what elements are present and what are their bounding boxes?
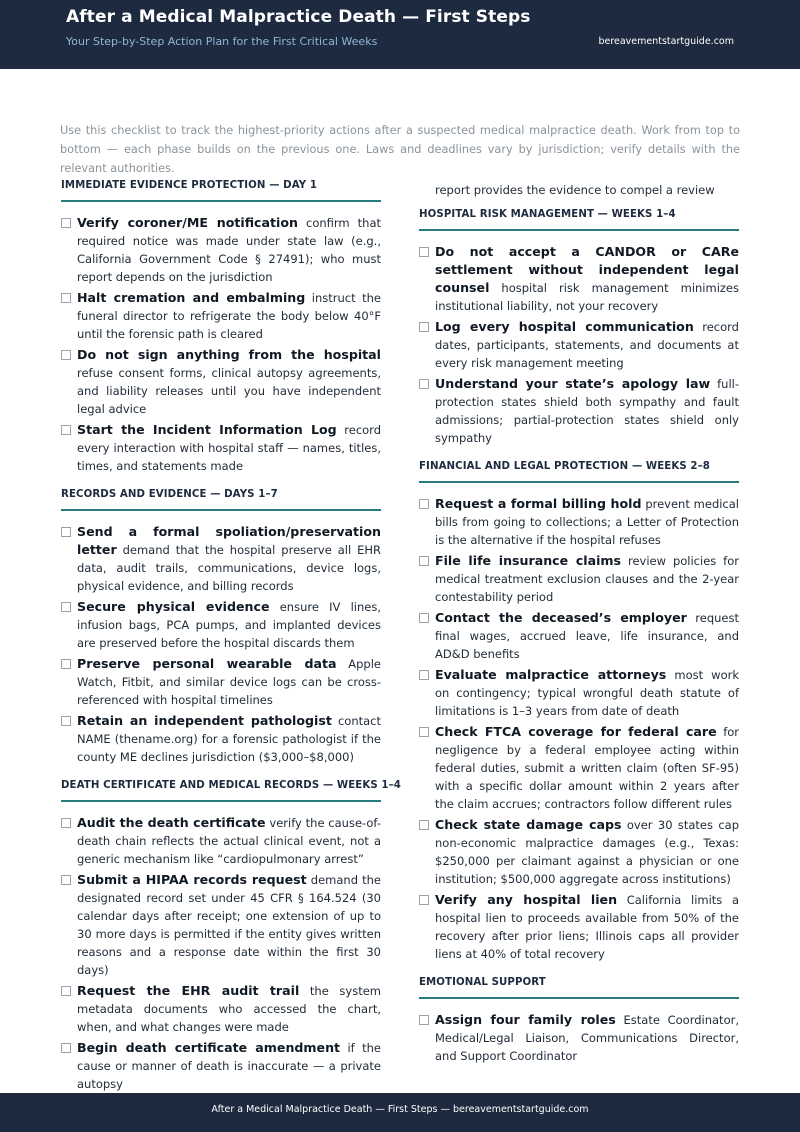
checklist-item bbox=[61, 814, 381, 868]
checkbox[interactable] bbox=[419, 379, 429, 389]
checkbox[interactable] bbox=[61, 818, 71, 828]
checkbox[interactable] bbox=[419, 322, 429, 332]
checklist-item bbox=[419, 609, 739, 663]
checklist-item bbox=[419, 891, 739, 963]
right-column bbox=[419, 180, 739, 1068]
checklist-item bbox=[61, 655, 381, 709]
page-footer: After a Medical Malpractice Death — First Steps — bereavementstartguide.com bbox=[0, 1093, 800, 1132]
item-title: Contact the deceased’s employer bbox=[435, 610, 687, 625]
item-title: Request the EHR audit trail bbox=[77, 983, 300, 998]
item-description: ensure IV lines, infusion bags, PCA pumps, and implanted devices are preserved before the hospital discards them bbox=[77, 600, 381, 650]
item-title: Verify any hospital lien bbox=[435, 892, 618, 907]
item-description: refuse consent forms, clinical autopsy agreements, and liability releases until you have independent legal advice bbox=[77, 366, 381, 416]
item-title: Submit a HIPAA records request bbox=[77, 872, 307, 887]
checklist-item bbox=[61, 598, 381, 652]
checkbox[interactable] bbox=[61, 350, 71, 360]
site-url: bereavementstartguide.com bbox=[598, 36, 734, 47]
checkbox[interactable] bbox=[61, 527, 71, 537]
item-description: California limits a hospital lien to proceeds available from 50% of the recovery after prior liens; Illinois caps all provider liens at 40% of total recovery bbox=[435, 893, 739, 961]
item-title: Log every hospital communication bbox=[435, 319, 694, 334]
section-heading: EMOTIONAL SUPPORT bbox=[419, 977, 739, 999]
checkbox[interactable] bbox=[61, 716, 71, 726]
page-subtitle: Your Step-by-Step Action Plan for the First Critical Weeks bbox=[66, 35, 378, 48]
checklist-item bbox=[61, 346, 381, 418]
checklist-item bbox=[419, 723, 739, 813]
checklist-item bbox=[61, 289, 381, 343]
item-description: Apple Watch, Fitbit, and similar device logs can be cross-referenced with hospital timelines bbox=[77, 657, 382, 707]
item-title: Assign four family roles bbox=[435, 1012, 616, 1027]
item-title: Send a formal spoliation/preservation letter bbox=[77, 524, 381, 557]
item-title: Retain an independent pathologist bbox=[77, 713, 332, 728]
checkbox[interactable] bbox=[419, 499, 429, 509]
item-description: Estate Coordinator, Medical/Legal Liaison, Communications Director, and Support Coordinator bbox=[435, 1013, 739, 1063]
checklist-item bbox=[419, 816, 739, 888]
item-title: Do not sign anything from the hospital bbox=[77, 347, 381, 362]
checklist-item bbox=[61, 1039, 381, 1093]
checkbox[interactable] bbox=[61, 986, 71, 996]
item-description: for negligence by a federal employee acting within federal duties, submit a written claim (often SF-95) with a specific dollar amount within 2 years after the claim accrues; contractors follow different rules bbox=[435, 725, 739, 811]
item-description: prevent medical bills from going to collections; a Letter of Protection is the alternative if the hospital refuses bbox=[435, 497, 740, 547]
checkbox[interactable] bbox=[61, 218, 71, 228]
item-title: Evaluate malpractice attorneys bbox=[435, 667, 667, 682]
item-description: instruct the funeral director to refrigerate the body below 40°F until the forensic path is cleared bbox=[77, 291, 381, 341]
item-title: Verify coroner/ME notification bbox=[77, 215, 298, 230]
item-title: Secure physical evidence bbox=[77, 599, 270, 614]
page-header bbox=[0, 0, 800, 69]
checklist-item bbox=[419, 552, 739, 606]
item-description: confirm that required notice was made under state law (e.g., California Government Code § 27491); who must report depends on the jurisdiction bbox=[77, 216, 381, 284]
item-title: Check state damage caps bbox=[435, 817, 622, 832]
checkbox[interactable] bbox=[419, 556, 429, 566]
item-title: Understand your state’s apology law bbox=[435, 376, 711, 391]
item-description: demand that the hospital preserve all EHR data, audit trails, communications, device logs, physical evidence, and billing records bbox=[77, 543, 382, 593]
checkbox[interactable] bbox=[61, 875, 71, 885]
item-description: review policies for medical treatment exclusion clauses and the 2-year contestability period bbox=[435, 554, 739, 604]
checkbox[interactable] bbox=[419, 820, 429, 830]
checkbox[interactable] bbox=[61, 425, 71, 435]
checklist-item bbox=[419, 495, 739, 549]
section-heading: HOSPITAL RISK MANAGEMENT — WEEKS 1–4 bbox=[419, 209, 739, 231]
checkbox[interactable] bbox=[61, 1043, 71, 1053]
checkbox[interactable] bbox=[419, 670, 429, 680]
checklist-item bbox=[61, 982, 381, 1036]
item-title: Check FTCA coverage for federal care bbox=[435, 724, 717, 739]
checklist-item bbox=[61, 712, 381, 766]
checklist-item bbox=[61, 214, 381, 286]
item-description: verify the cause-of-death chain reflects the actual clinical event, not a generic mechanism like “cardiopulmonary arrest” bbox=[77, 816, 382, 866]
item-description: record dates, participants, statements, and documents at every risk management meeting bbox=[435, 320, 739, 370]
section-heading: RECORDS AND EVIDENCE — DAYS 1–7 bbox=[61, 489, 381, 511]
checkbox[interactable] bbox=[419, 895, 429, 905]
section-heading: IMMEDIATE EVIDENCE PROTECTION — DAY 1 bbox=[61, 180, 381, 202]
checkbox[interactable] bbox=[419, 613, 429, 623]
checklist-item bbox=[419, 375, 739, 447]
item-title: Start the Incident Information Log bbox=[77, 422, 337, 437]
section-heading: DEATH CERTIFICATE AND MEDICAL RECORDS — WEEKS 1–4 bbox=[61, 780, 381, 802]
checklist-item bbox=[419, 243, 739, 315]
item-title: Halt cremation and embalming bbox=[77, 290, 306, 305]
checklist-item bbox=[61, 523, 381, 595]
item-description: demand the designated record set under 45 CFR § 164.524 (30 calendar days after receipt; one extension of up to 30 more days is permitted if the entity gives written reasons and a response date within the first 30 days) bbox=[77, 873, 381, 977]
item-title: File life insurance claims bbox=[435, 553, 622, 568]
item-title: Do not accept a CANDOR or CARe settlement without independent legal counsel bbox=[435, 244, 739, 295]
item-description: the system metadata documents who accessed the chart, when, and what changes were made bbox=[77, 984, 382, 1034]
item-description: full-protection states shield both sympathy and fault admissions; partial-protection states shield only sympathy bbox=[435, 377, 739, 445]
left-column bbox=[61, 180, 401, 1096]
item-title: Preserve personal wearable data bbox=[77, 656, 337, 671]
item-description: if the cause or manner of death is inaccurate — a private autopsy bbox=[77, 1041, 382, 1091]
item-description: hospital risk management minimizes institutional liability, not your recovery bbox=[435, 281, 739, 313]
item-description: request final wages, accrued leave, life insurance, and AD&D benefits bbox=[435, 611, 739, 661]
checklist-item bbox=[61, 871, 381, 979]
checkbox[interactable] bbox=[61, 659, 71, 669]
checkbox[interactable] bbox=[419, 247, 429, 257]
checklist-item bbox=[419, 666, 739, 720]
checklist-item bbox=[419, 1011, 739, 1065]
item-title: Request a formal billing hold bbox=[435, 496, 642, 511]
item-title: Begin death certificate amendment bbox=[77, 1040, 341, 1055]
item-description: contact NAME (thename.org) for a forensic pathologist if the county ME declines jurisdiction ($3,000–$8,000) bbox=[77, 714, 382, 764]
checklist-item bbox=[419, 318, 739, 372]
checkbox[interactable] bbox=[419, 1015, 429, 1025]
item-description: record every interaction with hospital staff — names, titles, times, and statements made bbox=[77, 423, 382, 473]
intro-text: Use this checklist to track the highest-priority actions after a suspected medical malpractice death. Work from top to bottom — each phase builds on the previous one. Laws and deadlines vary by jurisdiction; verify details with the relevant authorities. bbox=[60, 124, 740, 175]
section-heading: FINANCIAL AND LEGAL PROTECTION — WEEKS 2–8 bbox=[419, 461, 739, 483]
page-title: After a Medical Malpractice Death — First Steps bbox=[66, 7, 531, 27]
checkbox[interactable] bbox=[61, 293, 71, 303]
item-description: most work on contingency; typical wrongful death statute of limitations is 1–3 years from date of death bbox=[435, 668, 739, 718]
checkbox[interactable] bbox=[419, 727, 429, 737]
checklist-item bbox=[61, 421, 381, 475]
item-description: over 30 states cap non-economic malpractice damages (e.g., Texas: $250,000 per claimant against a physician or one institution; $500,000 aggregate across institutions) bbox=[435, 818, 739, 886]
continued-text: report provides the evidence to compel a review bbox=[435, 183, 715, 197]
item-title: Audit the death certificate bbox=[77, 815, 266, 830]
checkbox[interactable] bbox=[61, 602, 71, 612]
